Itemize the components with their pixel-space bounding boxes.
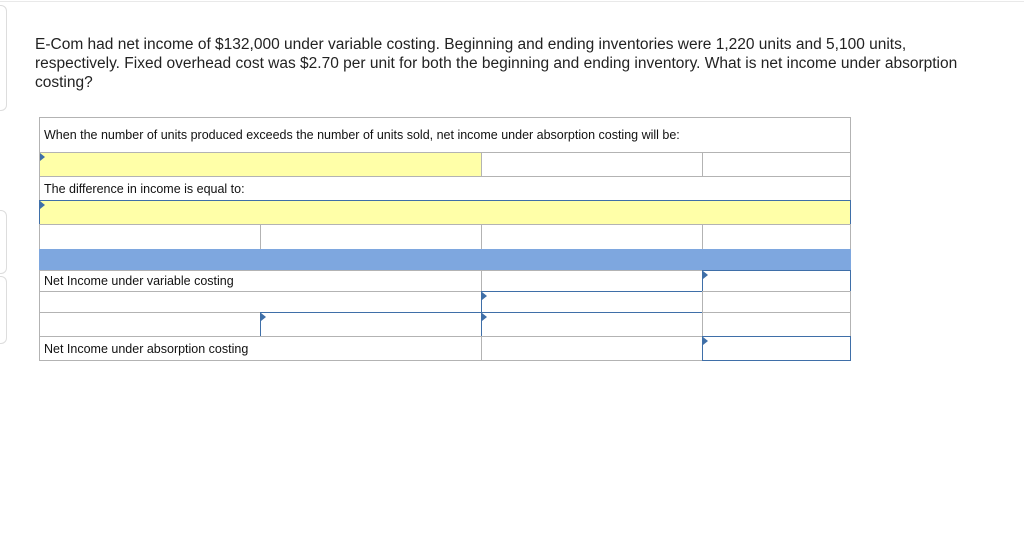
calc-input-cell[interactable]	[39, 224, 261, 250]
absorption-income-input[interactable]	[702, 336, 851, 361]
empty-cell	[702, 152, 851, 177]
calc-input-cell[interactable]	[481, 224, 703, 250]
difference-prompt: The difference in income is equal to:	[39, 176, 851, 201]
input-marker-icon	[482, 292, 487, 300]
production-answer-select[interactable]	[39, 152, 482, 177]
section-band	[39, 249, 851, 271]
production-prompt: When the number of units produced exceeds the number of units sold, net income under absorption costing will be:	[39, 117, 851, 153]
empty-cell	[702, 224, 851, 250]
calc-input-cell[interactable]	[481, 312, 703, 337]
input-marker-icon	[261, 313, 266, 321]
input-marker-icon	[482, 313, 487, 321]
variable-costing-label: Net Income under variable costing	[39, 270, 482, 292]
input-marker-icon	[703, 337, 708, 345]
calc-input-cell[interactable]	[260, 224, 482, 250]
empty-cell	[481, 152, 703, 177]
empty-cell	[481, 336, 703, 361]
side-panel-tab[interactable]	[0, 5, 7, 111]
empty-cell	[702, 312, 851, 337]
empty-cell	[39, 312, 261, 337]
input-marker-icon	[703, 271, 708, 279]
calc-input-cell[interactable]	[260, 312, 482, 337]
empty-cell	[481, 270, 703, 292]
side-panel-tab[interactable]	[0, 210, 7, 274]
input-marker-icon	[40, 201, 45, 209]
question-text: E-Com had net income of $132,000 under variable costing. Beginning and ending inventories were 1,220 units and 5,100 units, respectively. Fixed overhead cost was $2.70 per unit for both the beginning and ending inventory. What is net income under absorption costing?	[35, 36, 958, 91]
side-panel-tab[interactable]	[0, 276, 7, 344]
variable-income-input[interactable]	[702, 270, 851, 292]
top-divider	[0, 1, 1024, 2]
input-marker-icon	[40, 153, 45, 161]
calc-input-cell[interactable]	[481, 291, 703, 313]
empty-cell	[702, 291, 851, 313]
difference-answer-select[interactable]	[39, 200, 851, 225]
empty-cell	[39, 291, 482, 313]
absorption-costing-label: Net Income under absorption costing	[39, 336, 482, 361]
